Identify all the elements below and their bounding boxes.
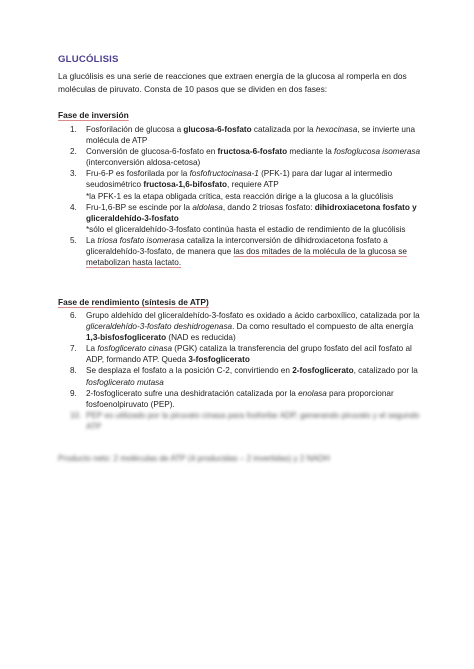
- step-enzyme: fosfoglicerato cinasa: [97, 344, 173, 354]
- step-enzyme: fosfoglicerato mutasa: [86, 377, 164, 387]
- step-term: dihidroxiacetona fosfato y gliceraldehído-3-fosfato: [86, 202, 417, 223]
- step-text: Fru-6-P es fosforilada por la: [86, 169, 190, 179]
- step-number: 10.: [70, 410, 82, 420]
- step-term: 1,3-bisfosfoglicerato: [86, 333, 167, 343]
- step-2: [58, 146, 423, 168]
- step-enzyme: triosa fosfato isomerasa: [97, 235, 185, 245]
- step-text: Se desplaza el fosfato a la posición C-2, convirtiendo en: [86, 366, 293, 376]
- step-term: 2-fosfoglicerato: [292, 366, 354, 376]
- step-enzyme: gliceraldehído-3-fosfato deshidrogenasa: [86, 322, 233, 332]
- step-text: La: [86, 235, 98, 245]
- step-number: 2.: [70, 147, 77, 157]
- intro-paragraph: La glucólisis es una serie de reacciones que extraen energía de la glucosa al romperla en dos moléculas de piruvato. Consta de 10 pasos que se dividen en dos fases:: [58, 71, 407, 95]
- step-enzyme: aldolasa: [192, 202, 223, 212]
- phase2-step-list: [58, 310, 423, 432]
- step-text: cataliza la interconversión de dihidroxiacetona fosfato a gliceraldehído-3-fosfato, de manera que: [86, 235, 388, 257]
- step-text: 2-fosfoglicerato sufre una deshidratación catalizada por la: [86, 388, 299, 398]
- step-text: catalizada por la: [251, 125, 316, 134]
- step-4: [58, 202, 423, 235]
- step-term: 3-fosfoglicerato: [188, 355, 250, 365]
- step-number: 3.: [70, 169, 77, 179]
- step-number: 7.: [70, 344, 77, 354]
- footer-summary: Producto neto: 2 moléculas de ATP (4 producidas – 2 invertidas) y 2 NADH: [58, 454, 330, 463]
- step-6: [58, 310, 423, 343]
- step-text: (PGK) cataliza la transferencia del grupo fosfato del acil fosfato al ADP, formando ATP. Queda: [86, 344, 412, 365]
- step-text: , requiere ATP: [227, 180, 279, 190]
- step-enzyme: fosfoglucosa isomerasa: [334, 147, 421, 157]
- step-text: Grupo aldehído del gliceraldehído-3-fosfato es oxidado a ácido carboxílico, catalizada por la: [86, 311, 420, 320]
- phase1-heading-text: Fase de inversión: [58, 110, 129, 120]
- step-text: , se invierte una molécula de ATP: [86, 125, 416, 146]
- page-title: GLUCÓLISIS: [58, 54, 119, 65]
- step-8: [58, 365, 423, 387]
- step-text: PEP es utilizado por la piruvato cinasa para fosforilar ADP, generando piruvato y el segundo ATP: [86, 410, 420, 431]
- step-note: *sólo el gliceraldehído-3-fosfato continúa hasta el estadio de rendimiento de la glucólisis: [86, 224, 406, 234]
- step-text: mediante la: [287, 147, 335, 157]
- step-7: [58, 343, 423, 365]
- step-enzyme: enolasa: [298, 388, 327, 398]
- step-number: 6.: [70, 311, 77, 320]
- step-text: para proporcionar fosfoenolpiruvato (PEP).: [86, 388, 394, 409]
- step-number: 1.: [70, 125, 77, 134]
- step-10: [58, 410, 423, 432]
- step-5: [58, 235, 423, 268]
- step-note: *la PFK-1 es la etapa obligada crítica, esta reacción dirige a la glucosa a la glucólisis: [86, 191, 394, 201]
- step-text: (interconversión aldosa-cetosa): [86, 158, 201, 168]
- step-text: , dando 2 triosas fosfato:: [222, 202, 315, 212]
- step-number: 4.: [70, 202, 77, 212]
- step-enzyme: hexocinasa: [315, 125, 358, 134]
- step-text: , catalizado por la: [353, 366, 418, 376]
- step-9: [58, 388, 423, 410]
- step-text: La: [86, 344, 98, 354]
- step-enzyme: fosfofructocinasa-1: [189, 169, 259, 179]
- step-number: 8.: [70, 366, 77, 376]
- step-term: glucosa-6-fosfato: [183, 125, 252, 134]
- step-text: Fru-1,6-BP se escinde por la: [86, 202, 193, 212]
- step-number: 5.: [70, 235, 77, 245]
- step-term: fructosa-1,6-bifosfato: [143, 180, 228, 190]
- phase2-heading-text: Fase de rendimiento (síntesis de ATP): [58, 297, 209, 307]
- step-text: . Da como resultado el compuesto de alta energía: [232, 322, 414, 332]
- step-text: Fosforilación de glucosa a: [86, 125, 184, 134]
- step-text: (NAD es reducida): [166, 333, 236, 343]
- phase2-heading: [58, 297, 209, 307]
- step-1: [58, 124, 423, 146]
- step-text: Conversión de glucosa-6-fosfato en: [86, 147, 218, 157]
- step-text: (PFK-1) para dar lugar al intermedio seudosimétrico: [86, 169, 393, 190]
- step-highlight: las dos mitades de la molécula de la glucosa se metabolizan hasta lactato.: [86, 247, 407, 268]
- step-3: [58, 168, 423, 201]
- phase1-heading: [58, 110, 129, 120]
- phase1-step-list: [58, 124, 423, 268]
- step-number: 9.: [70, 388, 77, 398]
- step-term: fructosa-6-fosfato: [217, 147, 288, 157]
